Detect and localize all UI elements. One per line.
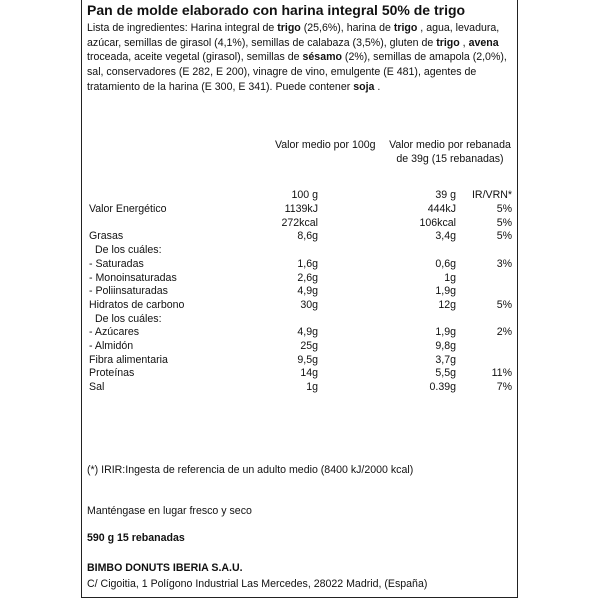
nutrient-label: - Poliinsaturadas	[89, 285, 168, 298]
net-weight: 590 g 15 rebanadas	[87, 532, 185, 544]
value-per-slice: 1g	[444, 271, 456, 284]
value-per-slice: 0.39g	[429, 381, 456, 394]
unit-39g: 39 g	[435, 189, 456, 201]
value-per-100g: 1139kJ	[284, 203, 318, 215]
nutrition-row	[0, 257, 600, 271]
allergen-text: trigo	[277, 22, 301, 34]
value-per-100g: 2,6g	[297, 271, 318, 284]
allergen-text: avena	[468, 36, 499, 49]
nutrient-label: - Saturadas	[89, 257, 144, 270]
header-per-slice-line1: Valor medio por rebanada	[389, 139, 511, 151]
ingredient-text: troceada, aceite vegetal (girasol), semillas de	[87, 51, 303, 64]
value-ir-percent: 5%	[496, 216, 512, 229]
ingredient-text: (25,6%), harina de	[300, 22, 394, 34]
value-per-100g: 1,6g	[297, 257, 318, 270]
value-ir-percent: 5%	[496, 298, 512, 311]
allergen-text: sésamo	[302, 51, 342, 64]
nutrition-row	[0, 325, 600, 339]
ingredient-text: (2%), semillas de amapola (2,0%), sal, conservadores (E 282, E 200), vinagre de vino, emulgente (E 481), agentes de tratamiento de la harina (E 300, E 341). Puede contener	[87, 51, 507, 93]
value-per-slice: 5,5g	[435, 367, 456, 380]
company-address: C/ Cigoitia, 1 Polígono Industrial Las Mercedes, 28022 Madrid, (España)	[87, 578, 428, 590]
nutrient-label: Hidratos de carbono	[89, 298, 185, 311]
ingredient-text: , agua, levadura, azúcar, semillas de girasol (4,1%), semillas de calabaza (3,5%), gluten de	[87, 22, 500, 49]
header-per-slice-line2: de 39g (15 rebanadas)	[396, 153, 504, 165]
value-per-100g: 4,9g	[297, 326, 318, 339]
value-per-100g: 1g	[306, 381, 318, 394]
value-ir-percent: 7%	[496, 381, 512, 394]
nutrient-label: Fibra alimentaria	[89, 353, 168, 366]
nutrition-row	[0, 366, 600, 380]
value-ir-percent: 2%	[496, 326, 512, 339]
value-per-100g: 272kcal	[281, 216, 318, 229]
unit-ir: IR/VRN*	[471, 189, 512, 201]
allergen-text: trigo	[436, 36, 460, 49]
nutrition-row	[0, 243, 600, 257]
footnote: (*) IRIR:Ingesta de referencia de un adulto medio (8400 kJ/2000 kcal)	[87, 464, 414, 476]
value-ir-percent: 3%	[496, 257, 512, 270]
storage-instructions: Manténgase en lugar fresco y seco	[87, 505, 252, 517]
nutrient-label: - Almidón	[89, 340, 134, 352]
nutrition-row	[0, 271, 600, 285]
nutrient-label: - Azúcares	[89, 326, 140, 339]
value-per-100g: 8,6g	[297, 230, 318, 243]
value-per-slice: 1,9g	[435, 326, 456, 339]
nutrition-row	[0, 339, 600, 353]
value-per-100g: 30g	[300, 298, 318, 311]
value-per-100g: 25g	[300, 340, 318, 352]
nutrient-label: Proteínas	[89, 367, 135, 380]
value-ir-percent: 11%	[491, 367, 512, 380]
value-per-slice: 106kcal	[419, 216, 456, 229]
units-row	[0, 188, 600, 202]
value-ir-percent: 5%	[496, 203, 512, 215]
company-name: BIMBO DONUTS IBERIA S.A.U.	[87, 562, 243, 574]
value-per-100g: 9,5g	[297, 353, 318, 366]
nutrition-row	[0, 229, 600, 243]
value-per-slice: 9,8g	[435, 340, 456, 352]
allergen-text: soja	[353, 80, 375, 93]
value-per-slice: 0,6g	[435, 257, 456, 270]
value-per-100g: 14g	[300, 367, 318, 380]
header-per-100g: Valor medio por 100g	[275, 139, 376, 151]
ingredient-text: .	[374, 80, 381, 93]
nutrient-label: Grasas	[89, 230, 124, 243]
nutrition-row	[0, 312, 600, 326]
nutrition-row	[0, 353, 600, 367]
nutrition-row	[0, 216, 600, 230]
value-ir-percent: 5%	[496, 230, 512, 243]
nutrition-row	[0, 284, 600, 298]
nutrient-label: Sal	[89, 381, 105, 394]
value-per-slice: 12g	[438, 298, 456, 311]
value-per-slice: 3,7g	[435, 353, 456, 366]
nutrient-label: - Monoinsaturadas	[89, 271, 177, 284]
ingredient-text: Lista de ingredientes: Harina integral de	[87, 22, 278, 34]
unit-100g: 100 g	[291, 189, 318, 201]
nutrition-row	[0, 380, 600, 394]
nutrient-label: De los cuáles:	[95, 312, 162, 325]
nutrient-label: Valor Energético	[89, 203, 167, 215]
nutrition-row	[0, 298, 600, 312]
value-per-slice: 444kJ	[427, 203, 456, 215]
ingredients-list	[87, 21, 515, 95]
product-title: Pan de molde elaborado con harina integral 50% de trigo	[87, 2, 466, 18]
value-per-100g: 4,9g	[297, 285, 318, 298]
allergen-text: trigo	[393, 22, 418, 34]
ingredient-text: ,	[459, 36, 469, 49]
nutrition-row	[0, 202, 600, 216]
value-per-slice: 3,4g	[435, 230, 456, 243]
value-per-slice: 1,9g	[435, 285, 456, 298]
nutrient-label: De los cuáles:	[95, 244, 162, 257]
